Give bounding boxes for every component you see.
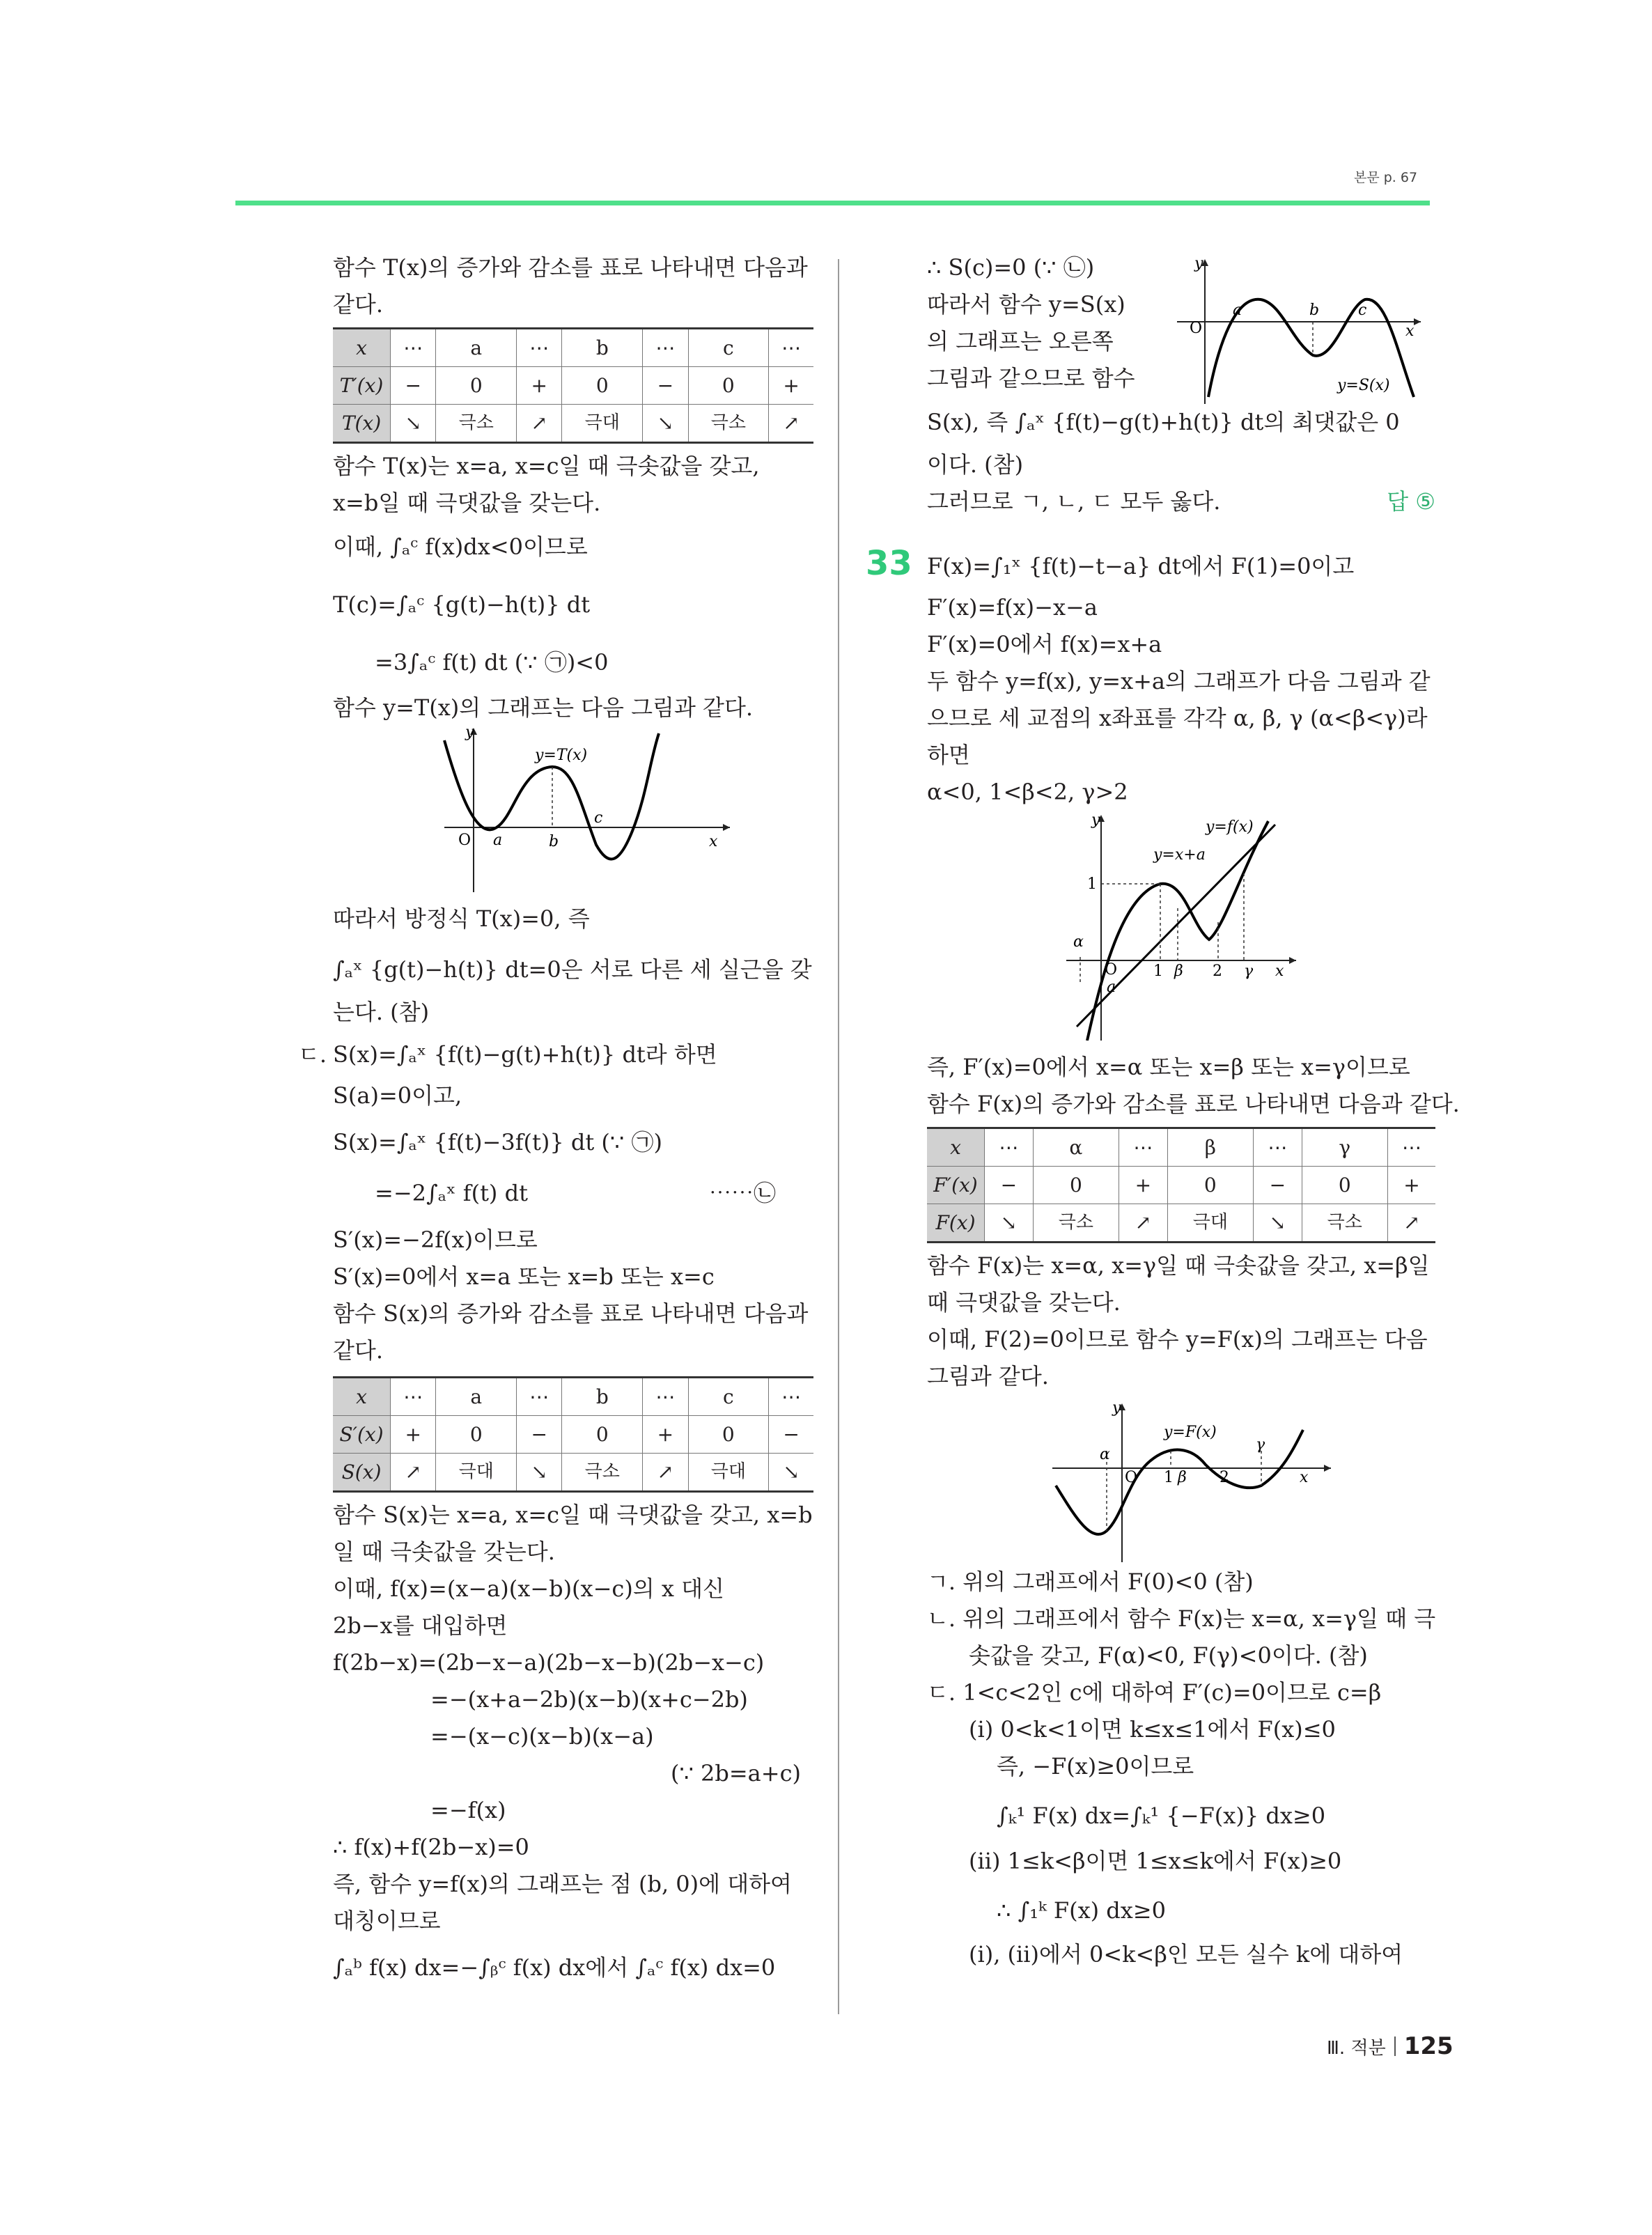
curve-label: y=S(x) [1337,377,1390,394]
table-cell: 0 [688,367,769,405]
formula-line [298,1036,813,1073]
table-cell: ⋯ [517,1378,562,1416]
origin-label: O [1105,961,1118,979]
origin-label: O [458,832,472,849]
header-rule [235,201,1430,205]
tick-label: γ [1256,1436,1265,1454]
formula-line: ∴ ∫₁ᵏ F(x) dx≥0 [997,1897,1166,1924]
formula-line: =−f(x) [430,1797,506,1823]
tick-label: a [1233,302,1242,319]
table-cell: + [643,1416,688,1454]
tick-label: 1 [1087,875,1097,893]
formula-line [333,1175,813,1212]
page-footer [1327,2032,1454,2060]
axis-label: x [1300,1469,1309,1486]
table-row [333,367,813,405]
table-row-header: x [333,1378,391,1416]
text-line: 함수 F(x)의 증가와 감소를 표로 나타내면 다음과 같다. [927,1091,1460,1117]
table-cell: 극대 [688,1454,769,1492]
text-line: (ⅰ), (ⅱ)에서 0<k<β인 모든 실수 k에 대하여 [969,1941,1403,1968]
variation-table-t [333,327,813,444]
variation-table-f [927,1127,1435,1243]
graph-t [437,726,730,892]
text-line [927,483,1435,520]
table-cell: ↗ [391,1454,436,1492]
tick-label: 2 [1213,963,1222,980]
text-line: 따라서 함수 y=S(x) [927,291,1125,318]
table-cell: ⋯ [517,329,562,367]
table-cell: ⋯ [769,1378,813,1416]
text-line: ㄱ. 위의 그래프에서 F(0)<0 (참) [927,1568,1254,1595]
formula-line: (∵ 2b=a+c) [671,1760,801,1786]
table-cell: 극대 [436,1454,517,1492]
table-cell: 극대 [1167,1204,1253,1243]
formula-line: =−(x+a−2b)(x−b)(x+c−2b) [430,1686,748,1713]
table-cell: 0 [562,367,643,405]
table-cell: c [688,329,769,367]
axis-label: y [1112,1402,1121,1417]
text-line: (ⅱ) 1≤k<β이면 1≤x≤k에서 F(x)≥0 [969,1848,1342,1874]
text-line: 이다. (참) [927,451,1024,478]
text-line: S′(x)=0에서 x=a 또는 x=b 또는 x=c [333,1263,715,1290]
equation-tag: ⋯⋯㉡ [709,1180,777,1206]
text-line: 함수 S(x)의 증가와 감소를 표로 나타내면 다음과 [333,1300,809,1327]
table-cell: c [688,1378,769,1416]
table-row [333,1378,813,1416]
formula-line: ∫ₖ¹ F(x) dx=∫ₖ¹ {−F(x)} dx≥0 [997,1802,1326,1829]
table-cell: ↘ [643,405,688,443]
tick-label: β [1174,963,1183,980]
text-line: 즉, 함수 y=f(x)의 그래프는 점 (b, 0)에 대하여 [333,1871,792,1897]
table-row [333,1454,813,1492]
text-line: ㄴ. 위의 그래프에서 함수 F(x)는 x=α, x=γ일 때 극 [927,1605,1436,1632]
text-line: 즉, F′(x)=0에서 x=α 또는 x=β 또는 x=γ이므로 [927,1054,1410,1080]
tick-label: 2 [1219,1469,1229,1486]
table-cell: − [643,367,688,405]
text-line: 같다. [333,1337,383,1364]
table-cell: − [1253,1167,1302,1204]
origin-label: O [1190,320,1203,337]
table-cell: 극소 [1033,1204,1119,1243]
graph-container [927,1395,1435,1555]
table-cell: ↗ [517,405,562,443]
table-row-header: F(x) [927,1204,985,1243]
text-line: 하면 [927,742,970,768]
formula-line: F′(x)=f(x)−x−a [927,594,1098,621]
graph-f-line [1066,811,1296,1041]
table-cell: 0 [436,367,517,405]
tick-label: γ [1244,963,1254,980]
intercept-label: a [1107,979,1116,996]
text-line: 그림과 같다. [927,1363,1049,1389]
table-row-header: S′(x) [333,1416,391,1454]
curve-label: y=F(x) [1164,1424,1217,1441]
text-line: (ⅰ) 0<k<1이면 k≤x≤1에서 F(x)≤0 [969,1716,1336,1743]
formula-line: ∴ S(c)=0 (∵ ㉡) [927,254,1095,281]
text-line: 함수 F(x)는 x=α, x=γ일 때 극솟값을 갖고, x=β일 [927,1252,1430,1279]
table-row [927,1204,1435,1243]
table-row-header: S(x) [333,1454,391,1492]
table-cell: 극소 [562,1454,643,1492]
formula-text: S(x)=∫ₐˣ {f(t)−g(t)+h(t)} dt라 하면 [333,1041,717,1068]
tick-label: β [1178,1469,1187,1486]
text-line: ㄷ. 1<c<2인 c에 대하여 F′(c)=0이므로 c=β [927,1679,1382,1706]
table-cell: + [391,1416,436,1454]
table-cell: + [1119,1167,1167,1204]
formula-line: ∴ f(x)+f(2b−x)=0 [333,1834,529,1860]
formula-line: f(2b−x)=(2b−x−a)(2b−x−b)(2b−x−c) [333,1649,765,1676]
table-cell: b [562,329,643,367]
problem-33 [866,544,1435,585]
tick-label: b [1309,302,1320,319]
table-row [333,329,813,367]
table-cell: ↘ [517,1454,562,1492]
table-row [927,1167,1435,1204]
line-label: y=x+a [1153,846,1206,864]
tick-label: c [1358,302,1367,319]
footer-divider [1394,2037,1396,2056]
table-row [927,1128,1435,1167]
graph-container [333,726,813,892]
tick-label: c [594,809,603,827]
table-cell: 0 [688,1416,769,1454]
page-number: 125 [1403,2032,1454,2060]
table-cell: ↘ [391,405,436,443]
origin-label: O [1125,1469,1138,1486]
text-line: S′(x)=−2f(x)이므로 [333,1226,538,1253]
text-line: 함수 y=T(x)의 그래프는 다음 그림과 같다. [333,694,754,721]
formula-line: =−(x−c)(x−b)(x−a) [430,1723,654,1750]
table-cell: ⋯ [391,1378,436,1416]
answer-badge: 답 ⑤ [1387,488,1435,515]
table-cell: ↘ [769,1454,813,1492]
table-cell: 0 [1033,1167,1119,1204]
table-cell: ↗ [1119,1204,1167,1243]
formula-line: ∫ₐᵇ f(x) dx=−∫ᵦᶜ f(x) dx에서 ∫ₐᶜ f(x) dx=0 [333,1954,776,1981]
text-line: 함수 S(x)는 x=a, x=c일 때 극댓값을 갖고, x=b [333,1502,813,1528]
table-cell: 0 [562,1416,643,1454]
table-cell: ⋯ [1387,1128,1435,1167]
table-cell: + [769,367,813,405]
formula-line: F(x)=∫₁ˣ {f(t)−t−a} dt에서 F(1)=0이고 [927,553,1355,579]
table-cell: ↘ [1253,1204,1302,1243]
tick-label: 1 [1164,1469,1174,1486]
text-line: 의 그래프는 오른쪽 [927,328,1114,355]
text-line: 그림과 같으므로 함수 [927,365,1135,391]
section-label: Ⅲ. 적분 [1327,2037,1386,2059]
table-cell: a [436,1378,517,1416]
text-line: 함수 T(x)는 x=a, x=c일 때 극솟값을 갖고, [333,453,760,479]
table-cell: − [517,1416,562,1454]
table-row-header: F′(x) [927,1167,985,1204]
table-cell: + [517,367,562,405]
table-cell: ⋯ [769,329,813,367]
text-line: 함수 T(x)의 증가와 감소를 표로 나타내면 다음과 [333,254,808,281]
formula-line: S(x), 즉 ∫ₐˣ {f(t)−g(t)+h(t)} dt의 최댓값은 0 [927,409,1400,435]
table-cell: 극소 [688,405,769,443]
table-row [333,1416,813,1454]
variation-table-s [333,1376,813,1493]
text-line: 때 극댓값을 갖는다. [927,1289,1121,1316]
curve-label: y=f(x) [1206,818,1254,836]
text-line: 이때, f(x)=(x−a)(x−b)(x−c)의 x 대신 [333,1575,724,1602]
tick-label: α [1073,933,1084,951]
table-cell: ⋯ [1253,1128,1302,1167]
formula-text: =−2∫ₐˣ f(t) dt [375,1180,528,1206]
curve-label: y=T(x) [535,747,588,764]
text-line: 2b−x를 대입하면 [333,1612,508,1639]
table-cell: γ [1302,1128,1387,1167]
table-row-header: x [927,1128,985,1167]
table-cell: ⋯ [643,329,688,367]
formula-line: α<0, 1<β<2, γ>2 [927,779,1128,805]
text-line: 같다. [333,291,383,318]
graph-container [927,811,1435,1041]
table-cell: − [769,1416,813,1454]
table-cell: α [1033,1128,1119,1167]
tick-label: α [1100,1446,1110,1463]
table-cell: 극대 [562,405,643,443]
item-label: ㄷ. [298,1041,327,1068]
tick-label: b [549,833,559,850]
formula-line: ∫ₐˣ {g(t)−h(t)} dt=0은 서로 다른 세 실근을 갖 [333,956,812,983]
table-cell: + [1387,1167,1435,1204]
text-line: 으므로 세 교점의 x좌표를 각각 α, β, γ (α<β<γ)라 [927,705,1428,731]
text-line: 대칭이므로 [333,1908,441,1934]
graph-bigf [1052,1402,1331,1562]
axis-label: x [1275,963,1284,980]
axis-label: y [1091,811,1100,829]
formula-line: T(c)=∫ₐᶜ {g(t)−h(t)} dt [333,591,591,618]
column-separator [838,259,839,2014]
graph-s [1177,258,1421,404]
table-cell: 극소 [1302,1204,1387,1243]
table-cell: ⋯ [1119,1128,1167,1167]
formula-line: F′(x)=0에서 f(x)=x+a [927,631,1162,657]
text-line: 따라서 방정식 T(x)=0, 즉 [333,905,590,932]
table-cell: ↘ [985,1204,1034,1243]
table-cell: β [1167,1128,1253,1167]
formula-line: =3∫ₐᶜ f(t) dt (∵ ㉠)<0 [375,649,609,676]
table-cell: b [562,1378,643,1416]
right-column [866,249,1460,1973]
axis-label: x [709,833,718,850]
table-cell: 0 [1167,1167,1253,1204]
conclusion-text: 그러므로 ㄱ, ㄴ, ㄷ 모두 옳다. [927,488,1221,515]
table-cell: 극소 [436,405,517,443]
table-cell: ⋯ [985,1128,1034,1167]
table-row-header: T(x) [333,405,391,443]
table-cell: ↗ [643,1454,688,1492]
table-cell: a [436,329,517,367]
table-cell: ⋯ [391,329,436,367]
axis-label: y [465,726,474,741]
table-cell: ↗ [769,405,813,443]
table-cell: ⋯ [643,1378,688,1416]
axis-label: y [1194,258,1203,272]
text-line: 이때, F(2)=0이므로 함수 y=F(x)의 그래프는 다음 [927,1326,1428,1353]
tick-label: a [493,832,503,849]
text-line: 일 때 극솟값을 갖는다. [333,1539,555,1565]
page-reference: 본문 p. 67 [1354,170,1418,185]
table-row-header: x [333,329,391,367]
table-row-header: T′(x) [333,367,391,405]
table-cell: − [391,367,436,405]
axis-label: x [1405,322,1415,340]
table-cell: − [985,1167,1034,1204]
text-line: 즉, −F(x)≥0이므로 [997,1753,1194,1780]
text-line: S(a)=0이고, [333,1082,462,1109]
text-line: 솟값을 갖고, F(α)<0, F(γ)<0이다. (참) [969,1642,1368,1669]
tick-label: 1 [1153,963,1163,980]
left-column [298,249,813,1986]
table-cell: 0 [436,1416,517,1454]
table-row [333,405,813,443]
table-cell: 0 [1302,1167,1387,1204]
question-number: 33 [866,544,912,583]
text-line: x=b일 때 극댓값을 갖는다. [333,490,601,516]
text-line: 이때, ∫ₐᶜ f(x)dx<0이므로 [333,534,588,560]
table-cell: ↗ [1387,1204,1435,1243]
text-line: 는다. (참) [333,999,430,1025]
formula-line: S(x)=∫ₐˣ {f(t)−3f(t)} dt (∵ ㉠) [333,1129,662,1155]
text-line: 두 함수 y=f(x), y=x+a의 그래프가 다음 그림과 같 [927,668,1431,694]
